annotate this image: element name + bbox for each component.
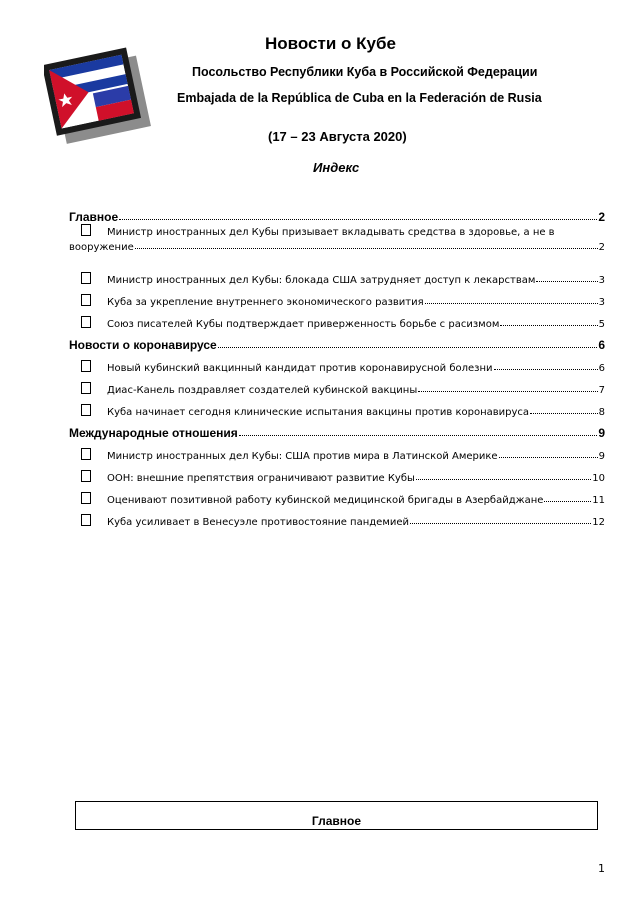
- toc-page-number: 6: [598, 338, 605, 352]
- toc-section-label: Новости о коронавирусе: [69, 338, 217, 352]
- bullet-box-icon: [81, 294, 91, 306]
- toc-page-number: 3: [598, 297, 605, 308]
- toc-leader: [418, 391, 597, 392]
- toc-leader: [425, 303, 598, 304]
- bullet-box-icon: [81, 224, 91, 236]
- subtitle-russian: Посольство Республики Куба в Российской Федерации: [192, 65, 538, 79]
- page-title: Новости о Кубе: [265, 34, 396, 53]
- toc-item[interactable]: [69, 462, 605, 484]
- toc-leader: [218, 347, 598, 348]
- toc-page-number: 2: [598, 210, 605, 224]
- section-heading-label: Главное: [311, 814, 362, 828]
- toc-section-international[interactable]: [69, 418, 605, 440]
- toc-leader: [499, 457, 598, 458]
- toc-item-label: Куба начинает сегодня клинические испытания вакцины против коронавируса: [107, 407, 530, 418]
- bullet-box-icon: [81, 360, 91, 372]
- bullet-box-icon: [81, 514, 91, 526]
- toc-leader: [544, 501, 591, 502]
- toc-item-label: ООН: внешние препятствия ограничивают развитие Кубы: [107, 473, 415, 484]
- bullet-box-icon: [81, 316, 91, 328]
- page-number: 1: [598, 862, 605, 875]
- toc-item[interactable]: [69, 264, 605, 286]
- toc-item[interactable]: [69, 224, 605, 264]
- toc-leader: [530, 413, 598, 414]
- toc-leader: [500, 325, 597, 326]
- toc-page-number: 6: [598, 363, 605, 374]
- toc-page-number: 9: [598, 426, 605, 440]
- index-heading: Индекс: [313, 160, 360, 175]
- toc-item[interactable]: [69, 396, 605, 418]
- toc-page-number: 7: [598, 385, 605, 396]
- cuba-russia-flag-logo-icon: [44, 42, 156, 154]
- toc-item-label: Куба за укрепление внутреннего экономического развития: [107, 297, 424, 308]
- toc-item-label: Министр иностранных дел Кубы: США против мира в Латинской Америке: [107, 451, 498, 462]
- toc-leader: [536, 281, 597, 282]
- toc-item-label: Диас-Канель поздравляет создателей кубинской вакцины: [107, 385, 418, 396]
- bullet-box-icon: [81, 382, 91, 394]
- toc-item[interactable]: [69, 506, 605, 528]
- toc-item[interactable]: [69, 374, 605, 396]
- toc-page-number: 2: [598, 242, 605, 253]
- toc-leader: [410, 523, 591, 524]
- toc-item[interactable]: [69, 352, 605, 374]
- toc-leader: [135, 248, 598, 249]
- toc-item-label: Новый кубинский вакцинный кандидат против коронавирусной болезни: [107, 363, 493, 374]
- table-of-contents: [69, 202, 605, 528]
- bullet-box-icon: [81, 404, 91, 416]
- toc-item[interactable]: [69, 484, 605, 506]
- bullet-box-icon: [81, 492, 91, 504]
- toc-page-number: 5: [598, 319, 605, 330]
- toc-leader: [119, 219, 597, 220]
- toc-page-number: 11: [592, 495, 605, 506]
- toc-page-number: 8: [598, 407, 605, 418]
- toc-leader: [416, 479, 591, 480]
- date-range: (17 – 23 Августа 2020): [268, 129, 407, 144]
- toc-item-label: Куба усиливает в Венесуэле противостояние пандемией: [107, 517, 410, 528]
- bullet-box-icon: [81, 470, 91, 482]
- toc-page-number: 12: [592, 517, 605, 528]
- section-heading-box: [75, 801, 598, 830]
- toc-page-number: 10: [592, 473, 605, 484]
- toc-section-main[interactable]: [69, 202, 605, 224]
- toc-item-label-continued: вооружение: [69, 242, 134, 253]
- toc-page-number: 9: [598, 451, 605, 462]
- toc-item-label: Оценивают позитивной работу кубинской медицинской бригады в Азербайджане: [107, 495, 544, 506]
- toc-item[interactable]: [69, 308, 605, 330]
- toc-item[interactable]: [69, 440, 605, 462]
- toc-item-label: Министр иностранных дел Кубы: блокада США затрудняет доступ к лекарствам: [107, 275, 536, 286]
- toc-section-label: Международные отношения: [69, 426, 238, 440]
- toc-leader: [494, 369, 598, 370]
- toc-section-coronavirus[interactable]: [69, 330, 605, 352]
- subtitle-spanish: Embajada de la República de Cuba en la Federación de Rusia: [177, 91, 542, 105]
- bullet-box-icon: [81, 448, 91, 460]
- bullet-box-icon: [81, 272, 91, 284]
- toc-page-number: 3: [598, 275, 605, 286]
- toc-section-label: Главное: [69, 210, 119, 224]
- toc-leader: [239, 435, 598, 436]
- toc-item-label: Союз писателей Кубы подтверждает приверженность борьбе с расизмом: [107, 319, 500, 330]
- toc-item[interactable]: [69, 286, 605, 308]
- toc-item-label: Министр иностранных дел Кубы призывает вкладывать средства в здоровье, а не в: [107, 227, 555, 238]
